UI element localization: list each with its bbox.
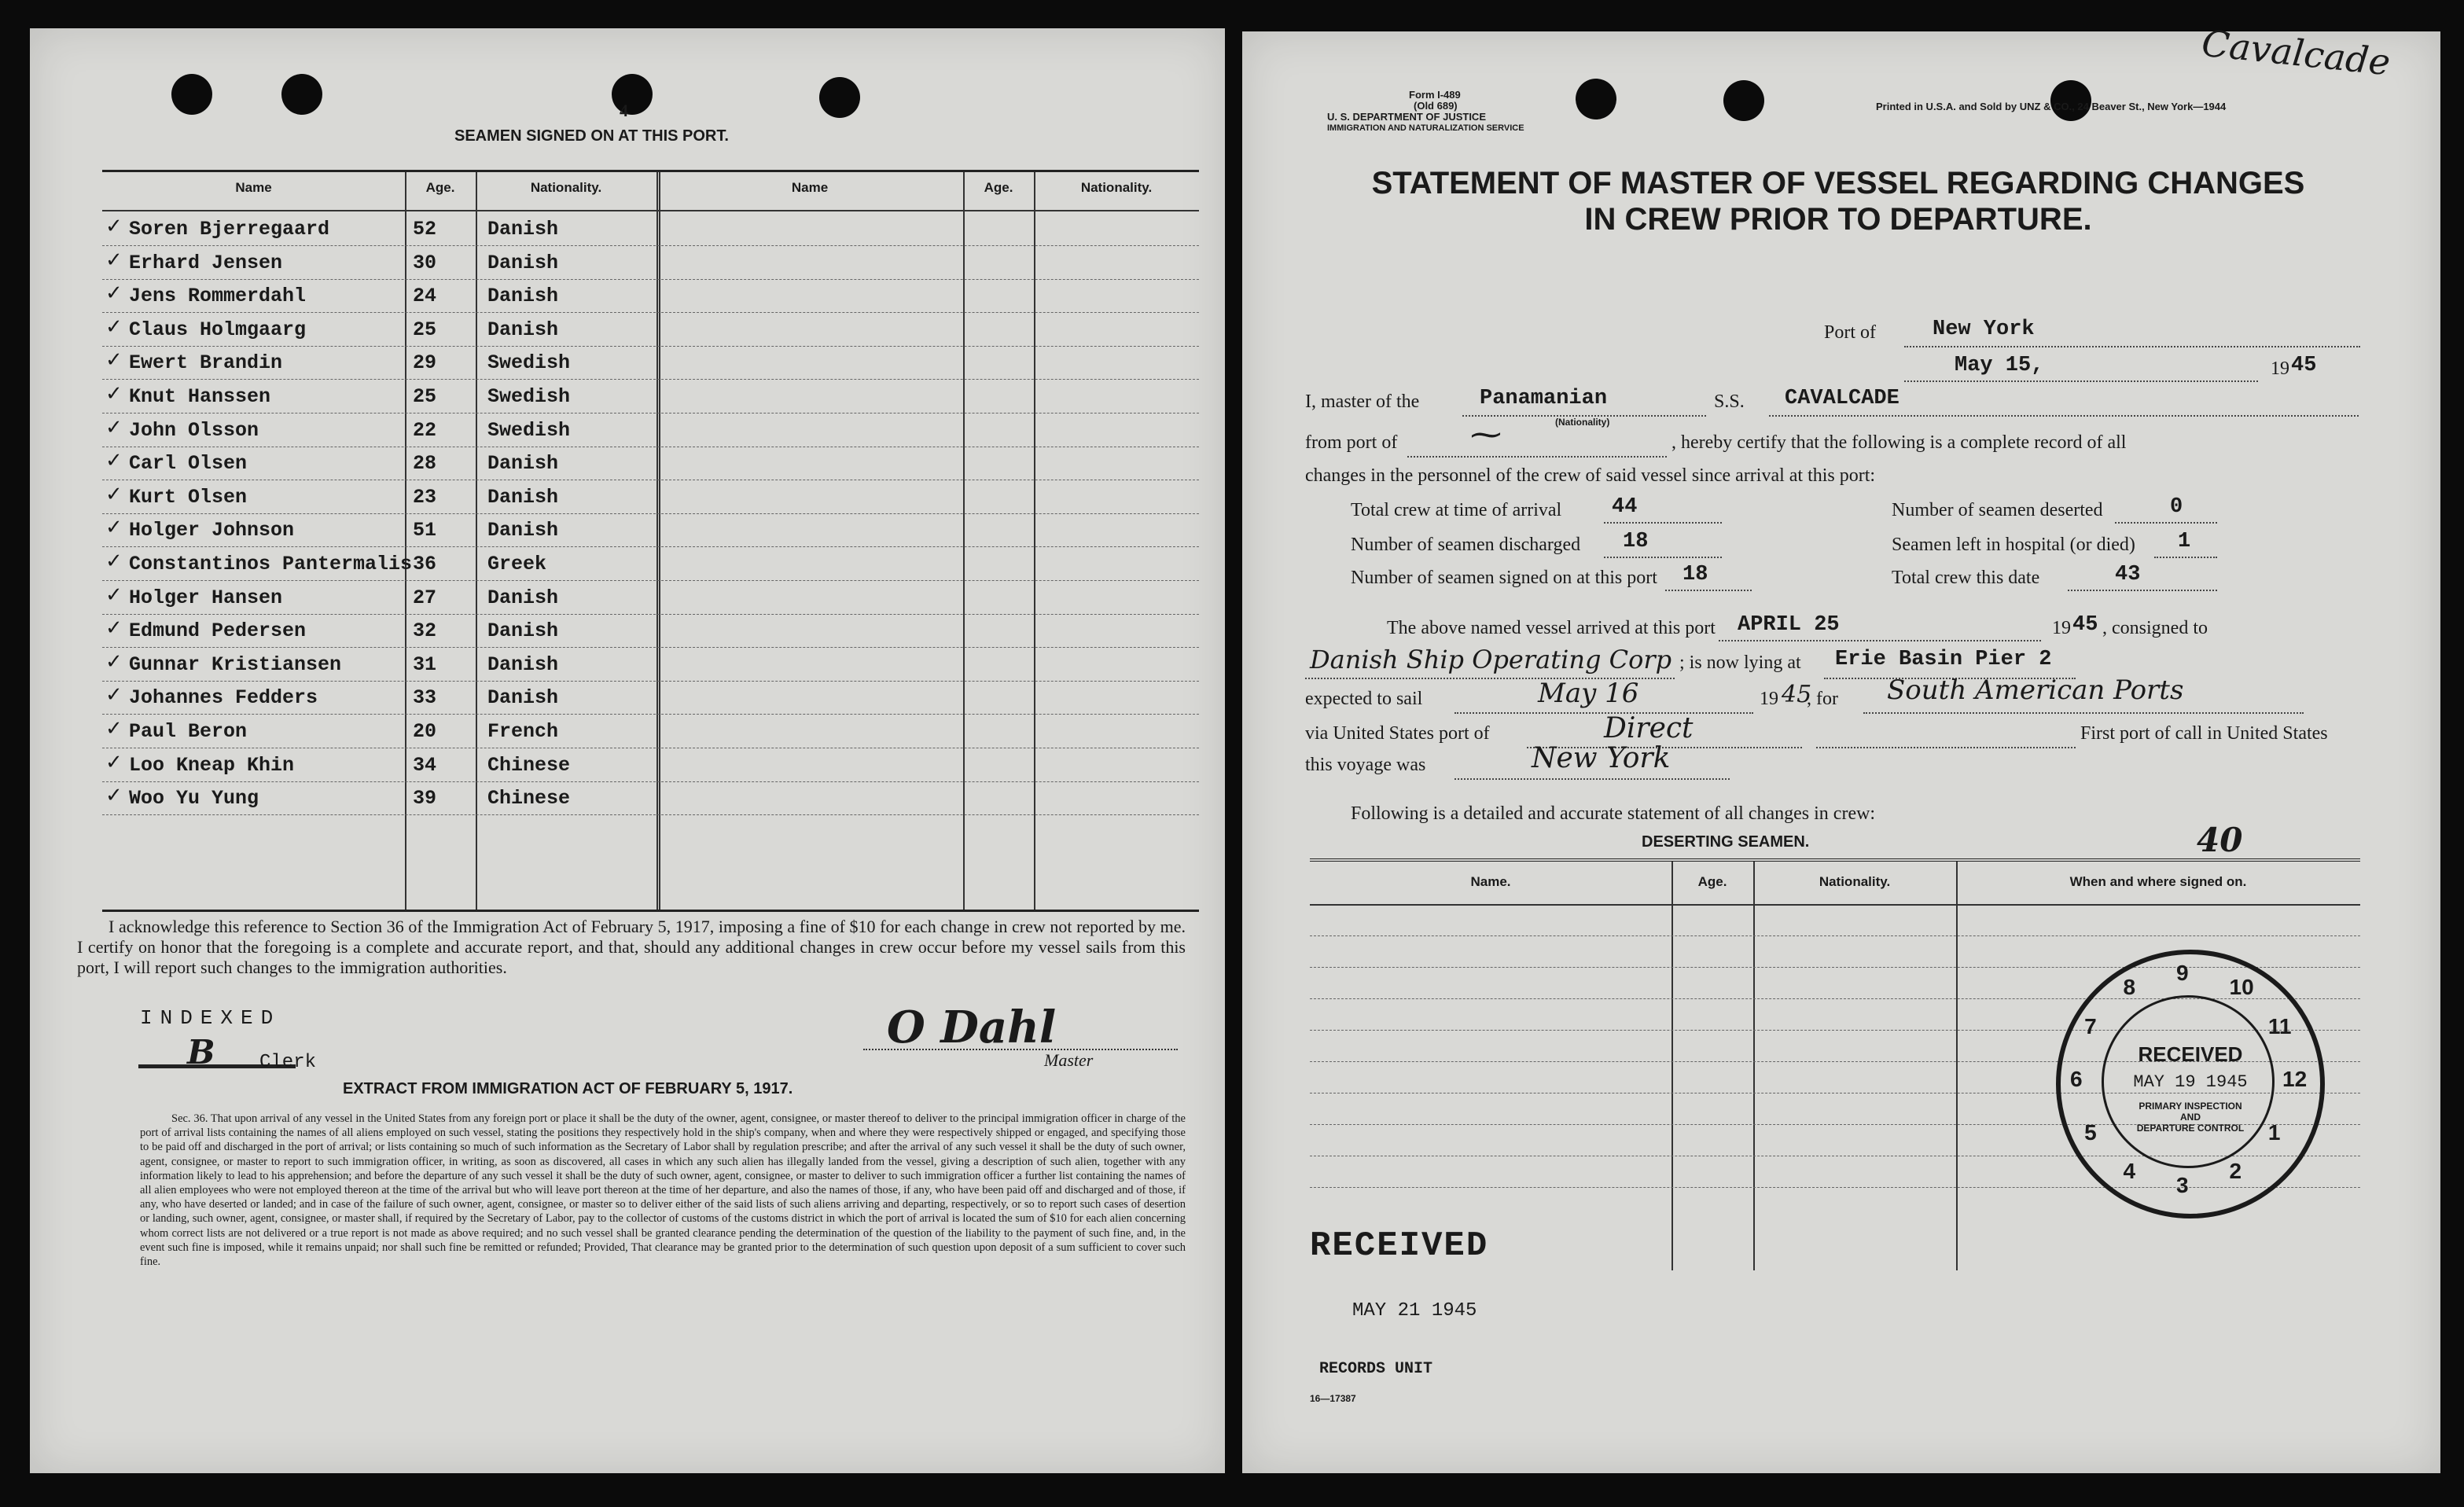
- left-page: [30, 28, 1225, 1473]
- total-arrival-line: [1604, 522, 1722, 524]
- sail-year: 45: [1782, 681, 1812, 708]
- table-row: [102, 682, 1199, 715]
- seaman-nationality: Danish: [487, 285, 559, 308]
- check-mark: ✓: [105, 215, 123, 238]
- total-arrival-value: 44: [1612, 495, 1638, 519]
- lying-label: ; is now lying at: [1679, 652, 1801, 673]
- seaman-nationality: Swedish: [487, 385, 571, 408]
- signed-on-value: 18: [1683, 563, 1708, 586]
- seaman-age: 29: [413, 351, 437, 375]
- table-row: [102, 314, 1199, 347]
- port-value: New York: [1933, 318, 2035, 341]
- table-row: [102, 380, 1199, 414]
- form-info: [1327, 90, 1524, 134]
- punch-hole: [171, 74, 212, 115]
- stamp-ring-number: 12: [2282, 1067, 2308, 1091]
- arrived-label: The above named vessel arrived at this port: [1387, 618, 1716, 638]
- crew-table: [102, 170, 1199, 912]
- hospital-line: [2154, 557, 2217, 558]
- vessel-name: CAVALCADE: [1785, 387, 1899, 410]
- punch-hole: [612, 74, 653, 115]
- seaman-name: Knut Hanssen: [129, 385, 271, 408]
- voyage-label: this voyage was: [1305, 755, 1426, 775]
- discharged-line: [1604, 557, 1722, 558]
- seaman-name: Holger Johnson: [129, 519, 295, 542]
- seaman-name: Gunnar Kristiansen: [129, 652, 342, 676]
- master-signature: O Dahl: [887, 1002, 1057, 1053]
- table-row: [102, 615, 1199, 648]
- arrived-line: [1719, 640, 2041, 641]
- seaman-name: Soren Bjerregaard: [129, 218, 330, 241]
- seaman-age: 32: [413, 619, 437, 643]
- header-rule: [102, 210, 1199, 211]
- stamp-ring-number: 1: [2267, 1119, 2281, 1145]
- seaman-nationality: Chinese: [487, 787, 571, 810]
- seaman-name: Ewert Brandin: [129, 351, 283, 375]
- check-mark: ✓: [105, 550, 123, 573]
- form-old-number: (Old 689): [1414, 100, 1458, 112]
- seaman-age: 28: [413, 452, 437, 476]
- seaman-nationality: Danish: [487, 619, 559, 643]
- seaman-age: 51: [413, 519, 437, 542]
- from-port-mark: ⁓: [1470, 417, 1502, 453]
- check-mark: ✓: [105, 281, 123, 306]
- seaman-name: Constantinos Pantermalis: [129, 553, 413, 575]
- punch-hole: [281, 74, 322, 115]
- table-row: [102, 715, 1199, 748]
- punch-hole: [1723, 80, 1764, 121]
- table-row: [102, 280, 1199, 313]
- column-divider: [1753, 862, 1755, 1270]
- check-mark: ✓: [105, 348, 123, 373]
- received-circular-stamp: [2056, 950, 2325, 1218]
- check-mark: ✓: [105, 314, 123, 339]
- sail-year-label: 19: [1760, 689, 1778, 709]
- discharged-label: Number of seamen discharged: [1351, 535, 1581, 555]
- via-label: via United States port of: [1305, 723, 1490, 744]
- stamp-ring-number: 6: [2070, 1067, 2083, 1091]
- column-header-nationality: Nationality.: [530, 180, 602, 195]
- voyage-value: New York: [1532, 742, 1671, 774]
- seaman-nationality: Danish: [487, 586, 559, 609]
- for-label: , for: [1807, 689, 1838, 709]
- stamp-ring-number: 2: [2229, 1158, 2242, 1183]
- table-row: [1310, 935, 2360, 936]
- arrived-year: 45: [2072, 613, 2098, 637]
- seaman-nationality: Danish: [487, 452, 559, 476]
- table-row: [102, 749, 1199, 782]
- received-date: MAY 21 1945: [1352, 1300, 1477, 1321]
- total-arrival-label: Total crew at time of arrival: [1351, 500, 1562, 520]
- date-line: [1904, 380, 2258, 382]
- via-value: Direct: [1604, 712, 1694, 744]
- seaman-nationality: Danish: [487, 485, 559, 509]
- seaman-nationality: Danish: [487, 652, 559, 676]
- service-name: IMMIGRATION AND NATURALIZATION SERVICE: [1327, 123, 1524, 133]
- first-port-line: [1816, 747, 2076, 748]
- header-rule: [1310, 904, 2360, 906]
- punch-hole: [1576, 79, 1616, 119]
- column-header-when-where: When and where signed on.: [2069, 874, 2247, 889]
- table-row: [102, 649, 1199, 682]
- port-label: Port of: [1824, 322, 1876, 343]
- table-row: [102, 247, 1199, 280]
- stamp-caption: [2061, 1101, 2320, 1134]
- seaman-age: 34: [413, 753, 437, 777]
- seaman-age: 39: [413, 787, 437, 810]
- stamp-ring-number: 10: [2229, 975, 2254, 1000]
- seaman-age: 20: [413, 720, 437, 743]
- department-name: U. S. DEPARTMENT OF JUSTICE: [1327, 111, 1486, 123]
- printer-note: Printed in U.S.A. and Sold by UNZ & CO., 24 Beaver St., New York—1944: [1876, 101, 2227, 112]
- column-divider: [1671, 862, 1673, 1270]
- seaman-nationality: Danish: [487, 318, 559, 341]
- clerk-initial: B: [187, 1033, 215, 1071]
- stamp-ring-number: 7: [2084, 1013, 2097, 1038]
- stamp-ring-number: 9: [2176, 961, 2189, 985]
- check-mark: ✓: [105, 616, 123, 641]
- check-mark: ✓: [105, 717, 123, 741]
- page-number: 4: [620, 101, 628, 120]
- seaman-nationality: Danish: [487, 218, 559, 241]
- year-label: 19: [2271, 358, 2289, 379]
- seaman-age: 31: [413, 652, 437, 676]
- changes-text: changes in the personnel of the crew of said vessel since arrival at this port:: [1305, 465, 1876, 486]
- check-mark: ✓: [105, 784, 123, 808]
- extract-title: EXTRACT FROM IMMIGRATION ACT OF FEBRUARY 5, 1917.: [343, 1080, 793, 1097]
- title-line-2: IN CREW PRIOR TO DEPARTURE.: [1584, 202, 2092, 237]
- master-signature-line: [863, 1049, 1178, 1050]
- column-header-age: Age.: [425, 180, 455, 195]
- check-mark: ✓: [105, 583, 123, 607]
- table-row: [102, 481, 1199, 514]
- seaman-name: Carl Olsen: [129, 452, 248, 476]
- seaman-age: 27: [413, 586, 437, 609]
- seaman-age: 23: [413, 485, 437, 509]
- seaman-age: 22: [413, 418, 437, 442]
- voyage-line: [1454, 778, 1730, 780]
- consigned-label: , consigned to: [2102, 618, 2208, 638]
- acknowledgement-text: I acknowledge this reference to Section 36 of the Immigration Act of February 5, 1917, imposing a fine of $10 for each change in crew not reported by me. I certify on honor that the foregoing is a complete and accurate report, and that, should any additional changes in crew occur before my vessel sails from this port, I will report such changes to the immigration authorities.: [77, 917, 1186, 977]
- table-row: [102, 447, 1199, 480]
- following-text: Following is a detailed and accurate statement of all changes in crew:: [1351, 803, 1876, 824]
- deserted-value: 0: [2170, 495, 2183, 519]
- clerk-label: Clerk: [259, 1052, 317, 1073]
- column-header-age-2: Age.: [984, 180, 1013, 195]
- from-port-label: from port of: [1305, 432, 1398, 453]
- column-divider: [1956, 862, 1958, 1270]
- ss-label: S.S.: [1714, 391, 1745, 412]
- check-mark: ✓: [105, 415, 123, 439]
- footer-code: 16—17387: [1310, 1393, 1356, 1404]
- table-row: [102, 514, 1199, 547]
- received-stamp: RECEIVED: [1310, 1226, 1489, 1266]
- expected-value: May 16: [1538, 678, 1639, 709]
- seaman-name: Johannes Fedders: [129, 686, 318, 710]
- table-row: [102, 347, 1199, 380]
- seaman-age: 24: [413, 285, 437, 308]
- check-mark: ✓: [105, 649, 123, 674]
- check-mark: ✓: [105, 482, 123, 506]
- seaman-age: 25: [413, 385, 437, 408]
- seaman-nationality: Swedish: [487, 418, 571, 442]
- deserted-label: Number of seamen deserted: [1892, 500, 2103, 520]
- certify-text: , hereby certify that the following is a complete record of all: [1671, 432, 2127, 453]
- table-row: [102, 548, 1199, 581]
- seaman-name: Kurt Olsen: [129, 485, 248, 509]
- form-title: [1311, 165, 2365, 237]
- seaman-name: Erhard Jensen: [129, 251, 283, 274]
- seaman-nationality: Danish: [487, 686, 559, 710]
- table-row: [102, 582, 1199, 615]
- column-header-nationality-2: Nationality.: [1080, 180, 1153, 195]
- seaman-name: Woo Yu Yung: [129, 787, 259, 810]
- seaman-nationality: Greek: [487, 553, 547, 575]
- right-page: [1242, 21, 2440, 1473]
- stamp-caption-line-3: DEPARTURE CONTROL: [2136, 1123, 2245, 1134]
- seaman-age: 33: [413, 686, 437, 710]
- check-mark: ✓: [105, 248, 123, 272]
- arrived-year-label: 19: [2052, 618, 2071, 638]
- year-value: 45: [2291, 354, 2317, 377]
- row-rule: [102, 814, 1199, 815]
- column-header-name-2: Name: [791, 180, 829, 195]
- destination-value: South American Ports: [1887, 674, 2184, 706]
- stamp-title: RECEIVED: [2138, 1042, 2243, 1066]
- total-date-line: [2068, 590, 2217, 591]
- master-of-label: I, master of the: [1305, 391, 1420, 412]
- deserted-line: [2115, 522, 2217, 524]
- stamp-caption-line-1: PRIMARY INSPECTION: [2139, 1101, 2242, 1112]
- stamp-caption-line-2: AND: [2180, 1112, 2201, 1123]
- signed-on-heading: SEAMEN SIGNED ON AT THIS PORT.: [454, 127, 729, 145]
- column-header-name: Name: [235, 180, 272, 195]
- punch-hole: [819, 77, 860, 118]
- seaman-nationality: Danish: [487, 251, 559, 274]
- seaman-age: 30: [413, 251, 437, 274]
- indexed-stamp: INDEXED: [140, 1006, 281, 1030]
- first-port-label: First port of call in United States: [2080, 723, 2328, 744]
- records-unit: RECORDS UNIT: [1319, 1360, 1433, 1378]
- date-value: May 15,: [1955, 354, 2044, 377]
- corner-handwriting: Cavalcade: [2199, 21, 2392, 84]
- seaman-name: Holger Hansen: [129, 586, 283, 609]
- seaman-name: Loo Kneap Khin: [129, 753, 295, 777]
- seaman-nationality: Chinese: [487, 753, 571, 777]
- consignee-value: Danish Ship Operating Corp: [1310, 645, 1672, 674]
- lying-value: Erie Basin Pier 2: [1835, 648, 2052, 671]
- check-mark: ✓: [105, 516, 123, 540]
- total-date-label: Total crew this date: [1892, 568, 2040, 588]
- seaman-name: Jens Rommerdahl: [129, 285, 307, 308]
- check-mark: ✓: [105, 382, 123, 406]
- title-line-1: STATEMENT OF MASTER OF VESSEL REGARDING CHANGES: [1371, 166, 2305, 200]
- master-label: Master: [1044, 1050, 1094, 1070]
- stamp-date: MAY 19 1945: [2133, 1072, 2248, 1092]
- discharged-value: 18: [1623, 530, 1649, 553]
- expected-label: expected to sail: [1305, 689, 1423, 709]
- stamp-ring-number: 5: [2084, 1119, 2097, 1145]
- seaman-name: Claus Holmgaarg: [129, 318, 307, 341]
- vessel-line: [1769, 415, 2359, 417]
- table-row: [102, 782, 1199, 815]
- seaman-name: John Olsson: [129, 418, 259, 442]
- form-number: Form I-489: [1409, 89, 1461, 101]
- from-port-line: [1407, 456, 1667, 458]
- stamp-ring-number: 11: [2267, 1013, 2292, 1038]
- column-header-name: Name.: [1470, 874, 1511, 889]
- arrived-value: APRIL 25: [1738, 613, 1840, 637]
- seaman-age: 25: [413, 318, 437, 341]
- column-header-nationality: Nationality.: [1819, 874, 1891, 889]
- hospital-value: 1: [2178, 530, 2191, 553]
- column-header-age: Age.: [1697, 874, 1727, 889]
- seaman-age: 36: [413, 553, 437, 575]
- check-mark: ✓: [105, 750, 123, 774]
- total-date-value: 43: [2115, 563, 2141, 586]
- seaman-name: Paul Beron: [129, 720, 248, 743]
- destination-line: [1863, 712, 2304, 714]
- signed-on-label: Number of seamen signed on at this port: [1351, 568, 1657, 588]
- table-row: [102, 414, 1199, 447]
- signed-on-line: [1665, 590, 1752, 591]
- nationality-caption: (Nationality): [1555, 417, 1610, 428]
- seaman-age: 52: [413, 218, 437, 241]
- seaman-name: Edmund Pedersen: [129, 619, 307, 643]
- check-mark: ✓: [105, 683, 123, 708]
- stamp-ring-number: 3: [2176, 1173, 2189, 1197]
- seaman-nationality: Danish: [487, 519, 559, 542]
- check-mark: ✓: [105, 449, 123, 473]
- section-36-text: Sec. 36. That upon arrival of any vessel in the United States from any foreign port or place it shall be the duty of the owner, agent, consignee, or master thereof to deliver to the principal immigration officer in charge of the port of arrival lists containing the names of all aliens employed on such vessel, stating the positions they respectively hold in the ship's company, when and where they were respectively shipped or engaged, and specifying those to be paid off and discharged in the port of arrival; or lists containing so much of such information as the Secretary of Labor shall by regulation prescribe; and after the arrival of any such vessel it shall be the duty of such owner, agent, consignee, or master to report to such immigration officer, in writing, as soon as discovered, all cases in which any such alien has illegally landed from the vessel, giving a description of such alien, together with any information likely to lead to his apprehension; and before the departure of any such vessel it shall be the duty of such owner, agent, consignee, or master to deliver to such immigration officer a further list containing the names of all alien employees who were not employed thereon at the time of the arrival but who will leave port thereon at the time of her departure, and also the names of those, if any, who have been paid off and discharged and of those, if any, who have deserted or landed; and in case of the failure of such owner, agent, consignee, or master so to deliver either of the said lists of such aliens arriving and departing, respectively, or so to report such cases of desertion or landing, such owner, agent, consignee, or master shall, if required by the Secretary of Labor, pay to the collector of customs of the customs district in which the port of arrival is located the sum of $10 for each alien concerning whom correct lists are not delivered or a true report is not made as above required; and no such vessel shall be granted clearance pending the determination of the question of the liability to the payment of such fine, and, in the event such fine is imposed, while it remains unpaid; nor shall such fine be remitted or refunded; Provided, That clearance may be granted prior to the determination of such question upon deposit of a sum sufficient to cover such fine.: [140, 1112, 1186, 1269]
- stamp-ring-number: 4: [2123, 1158, 2136, 1183]
- seaman-nationality: Swedish: [487, 351, 571, 375]
- nationality-value: Panamanian: [1480, 387, 1608, 410]
- hospital-label: Seamen left in hospital (or died): [1892, 535, 2135, 555]
- handwritten-count: 40: [2197, 821, 2243, 859]
- stamp-ring-number: 8: [2123, 975, 2136, 1000]
- seaman-nationality: French: [487, 720, 559, 743]
- table-row: [102, 213, 1199, 246]
- port-line: [1904, 346, 2360, 347]
- deserting-heading: DESERTING SEAMEN.: [1642, 833, 1810, 851]
